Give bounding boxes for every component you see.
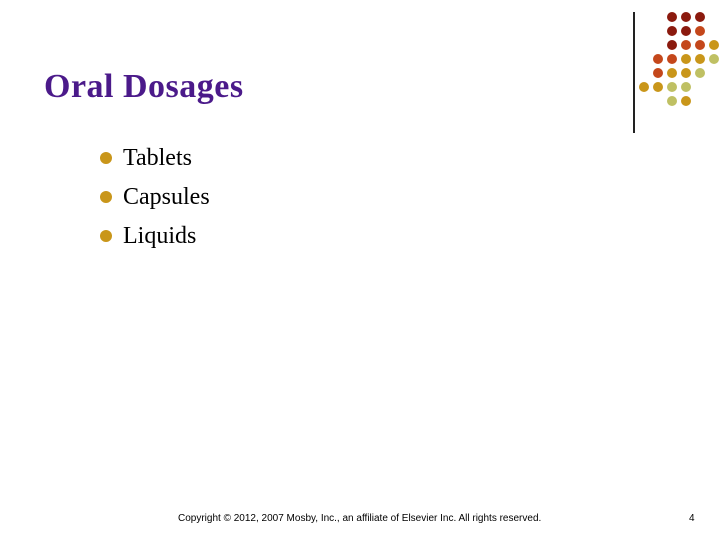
decorative-dot: [681, 54, 691, 64]
decorative-dot: [667, 82, 677, 92]
bullet-icon: [100, 191, 112, 203]
decorative-dot: [695, 68, 705, 78]
decorative-dot: [681, 26, 691, 36]
decorative-dot: [681, 40, 691, 50]
decorative-dot: [709, 40, 719, 50]
decorative-dot: [681, 12, 691, 22]
bullet-text: Capsules: [123, 184, 210, 210]
slide-title: Oral Dosages: [44, 68, 244, 105]
decorative-dot: [667, 26, 677, 36]
decorative-dot: [667, 96, 677, 106]
bullet-icon: [100, 152, 112, 164]
footer: [0, 513, 728, 531]
decorative-dot: [667, 40, 677, 50]
copyright-text: Copyright © 2012, 2007 Mosby, Inc., an affiliate of Elsevier Inc. All rights reserved.: [178, 513, 542, 524]
bullet-icon: [100, 230, 112, 242]
decorative-dot: [681, 68, 691, 78]
decorative-dot: [695, 26, 705, 36]
decorative-dot: [695, 12, 705, 22]
decorative-dot: [639, 82, 649, 92]
decorative-dot: [653, 54, 663, 64]
bullet-text: Liquids: [123, 223, 197, 249]
decorative-dot: [709, 54, 719, 64]
decorative-dot: [667, 68, 677, 78]
decorative-dot: [667, 12, 677, 22]
decorative-dot-grid: [0, 0, 728, 140]
decorative-dot: [667, 54, 677, 64]
decorative-dot: [695, 54, 705, 64]
bullet-text: Tablets: [123, 145, 192, 171]
decorative-dot: [681, 96, 691, 106]
decorative-dot: [695, 40, 705, 50]
decorative-dot: [653, 82, 663, 92]
page-number: 4: [689, 513, 695, 524]
decorative-dot: [681, 82, 691, 92]
decorative-dot: [653, 68, 663, 78]
